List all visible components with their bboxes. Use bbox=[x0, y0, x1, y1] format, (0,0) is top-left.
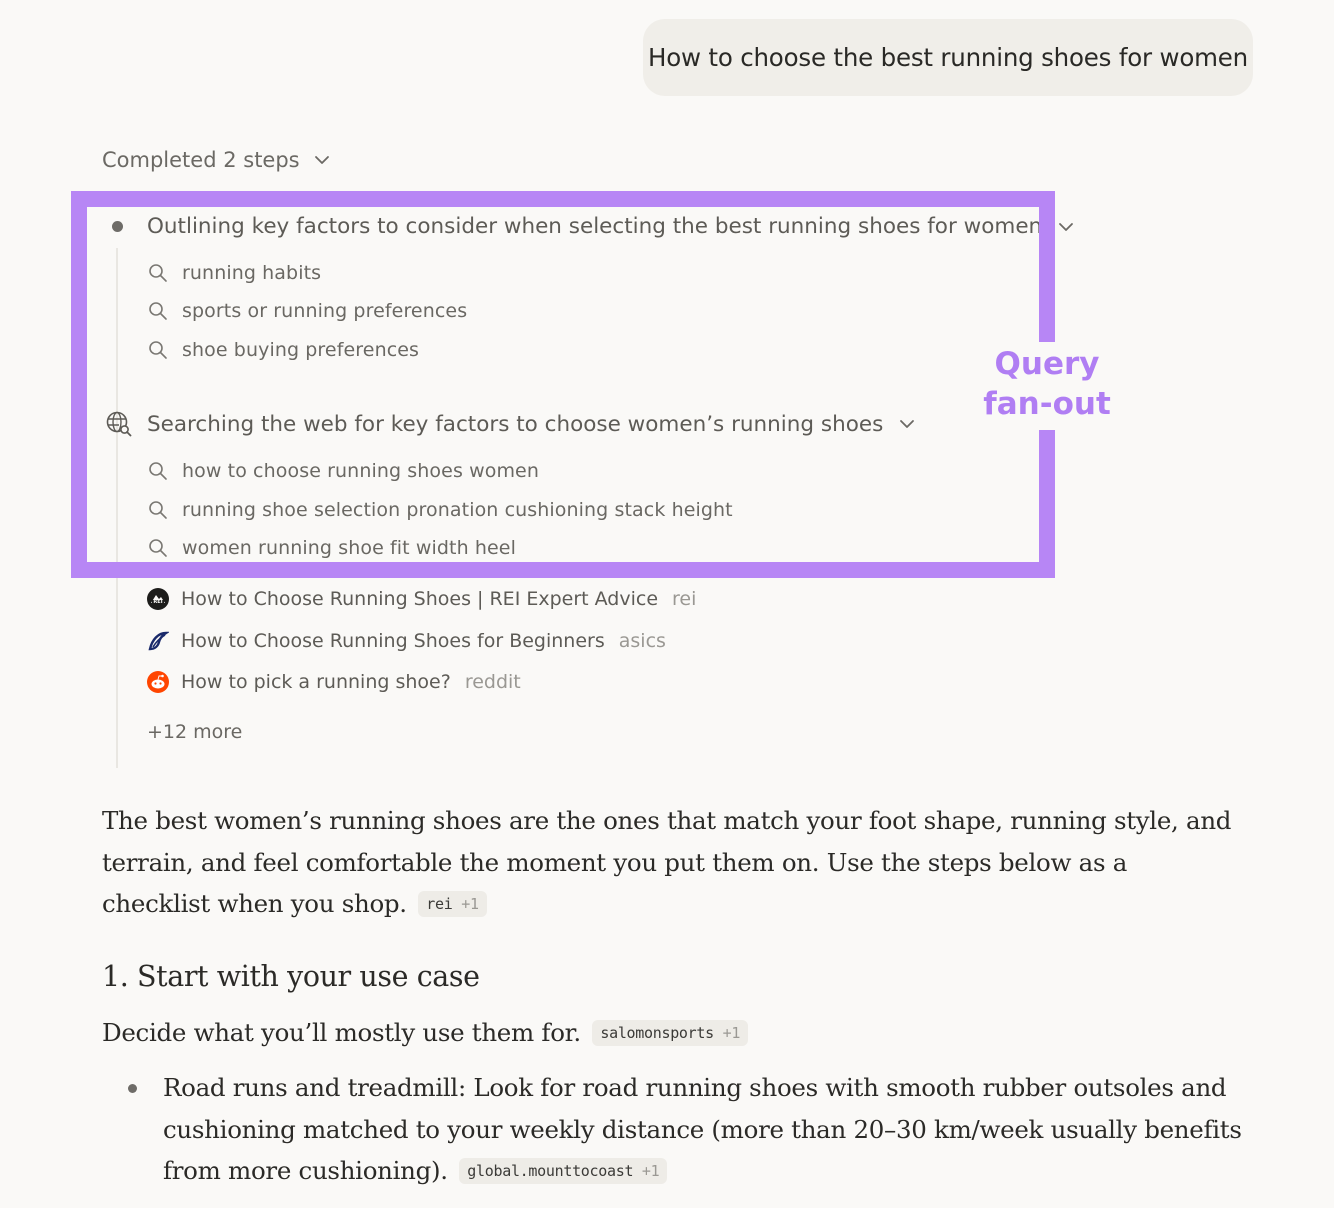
citation-source: global.mounttocoast bbox=[467, 1162, 634, 1180]
citation-chip[interactable] bbox=[418, 891, 486, 917]
section-heading: 1. Start with your use case bbox=[102, 960, 480, 993]
search-query-text: women running shoe fit width heel bbox=[182, 537, 516, 559]
query-fanout-annotation bbox=[972, 344, 1122, 424]
search-query-text: shoe buying preferences bbox=[182, 339, 420, 361]
rei-logo-icon bbox=[147, 588, 169, 610]
source-title: How to Choose Running Shoes for Beginners bbox=[181, 630, 605, 652]
source-link-reddit[interactable] bbox=[147, 671, 521, 693]
search-query-text: how to choose running shoes women bbox=[182, 460, 539, 482]
step-2-header[interactable] bbox=[106, 411, 915, 437]
step-1-header[interactable] bbox=[112, 214, 1074, 239]
search-query-text: running habits bbox=[182, 262, 322, 284]
search-query-item bbox=[148, 262, 321, 284]
steps-thread-line bbox=[116, 248, 118, 768]
source-domain: rei bbox=[672, 588, 697, 610]
search-query-item bbox=[148, 339, 419, 361]
bullet-dot-icon bbox=[112, 221, 123, 232]
chevron-down-icon bbox=[899, 419, 915, 429]
decide-text: Decide what you’ll mostly use them for. bbox=[102, 1018, 581, 1047]
search-query-item bbox=[148, 460, 539, 482]
search-icon bbox=[148, 263, 168, 283]
citation-extra: +1 bbox=[461, 895, 479, 913]
asics-logo-icon bbox=[147, 630, 169, 652]
completed-steps-toggle[interactable] bbox=[102, 148, 330, 172]
step-2-title: Searching the web for key factors to choose women’s running shoes bbox=[147, 411, 884, 437]
more-sources-link[interactable]: +12 more bbox=[147, 721, 243, 743]
list-item-text: Road runs and treadmill: Look for road running shoes with smooth rubber outsoles and cushioning matched to your weekly distance (more than 20–30 km/week usually benefits from more cushioning). bbox=[163, 1073, 1242, 1185]
citation-source: rei bbox=[426, 895, 453, 913]
search-query-item bbox=[148, 537, 516, 559]
citation-chip[interactable] bbox=[459, 1158, 667, 1184]
search-query-text: sports or running preferences bbox=[182, 300, 468, 322]
source-domain: reddit bbox=[464, 671, 521, 693]
source-domain: asics bbox=[618, 630, 666, 652]
user-message-bubble bbox=[643, 19, 1253, 96]
chevron-down-icon bbox=[314, 155, 330, 165]
search-query-text: running shoe selection pronation cushioning stack height bbox=[182, 499, 733, 521]
citation-extra: +1 bbox=[641, 1162, 660, 1180]
decide-paragraph bbox=[102, 1012, 748, 1054]
chevron-down-icon bbox=[1058, 222, 1074, 232]
globe-search-icon bbox=[106, 411, 132, 437]
answer-intro-paragraph bbox=[102, 800, 1242, 925]
annotation-line: fan-out bbox=[983, 386, 1111, 422]
citation-source: salomonsports bbox=[600, 1024, 714, 1042]
search-icon bbox=[148, 301, 168, 321]
citation-chip[interactable] bbox=[592, 1020, 748, 1046]
search-query-item bbox=[148, 499, 733, 521]
user-message-text: How to choose the best running shoes for women bbox=[647, 43, 1248, 72]
search-icon bbox=[148, 340, 168, 360]
citation-extra: +1 bbox=[722, 1024, 741, 1042]
search-query-item bbox=[148, 300, 467, 322]
list-bullet bbox=[128, 1084, 137, 1093]
step-1-title: Outlining key factors to consider when selecting the best running shoes for women bbox=[147, 214, 1043, 239]
search-icon bbox=[148, 538, 168, 558]
search-icon bbox=[148, 461, 168, 481]
answer-intro-text: The best women’s running shoes are the ones that match your foot shape, running style, and terrain, and feel comfortable the moment you put them on. Use the steps below as a checklist when you shop. bbox=[102, 806, 1232, 918]
completed-steps-label: Completed 2 steps bbox=[102, 148, 300, 172]
reddit-logo-icon bbox=[147, 671, 169, 693]
source-link-asics[interactable] bbox=[147, 630, 666, 652]
list-item bbox=[163, 1067, 1253, 1192]
source-title: How to Choose Running Shoes | REI Expert Advice bbox=[181, 588, 659, 610]
source-link-rei[interactable] bbox=[147, 588, 696, 610]
annotation-line: Query bbox=[994, 346, 1100, 382]
source-title: How to pick a running shoe? bbox=[181, 671, 451, 693]
search-icon bbox=[148, 500, 168, 520]
svg-text:REI: REI bbox=[153, 599, 163, 605]
